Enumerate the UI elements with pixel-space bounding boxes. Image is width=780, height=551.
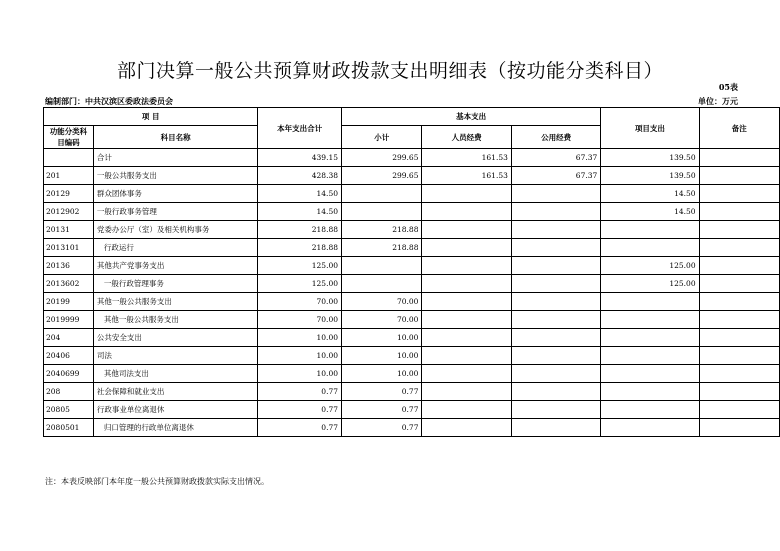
cell-project [601, 239, 699, 257]
cell-personnel [422, 293, 511, 311]
cell-public [511, 347, 600, 365]
cell-project: 125.00 [601, 275, 699, 293]
cell-name: 其他一般公共服务支出 [93, 293, 257, 311]
cell-name: 党委办公厅（室）及相关机构事务 [93, 221, 257, 239]
cell-code: 20129 [44, 185, 94, 203]
cell-name: 司法 [93, 347, 257, 365]
cell-project: 14.50 [601, 185, 699, 203]
cell-remark [699, 203, 779, 221]
cell-public: 67.37 [511, 167, 600, 185]
cell-public [511, 365, 600, 383]
table-row [44, 149, 780, 167]
header-remark: 备注 [699, 108, 779, 149]
cell-subtotal: 299.65 [342, 167, 422, 185]
cell-code: 2012902 [44, 203, 94, 221]
cell-public: 67.37 [511, 149, 600, 167]
header-public: 公用经费 [511, 126, 600, 149]
cell-name: 其他共产党事务支出 [93, 257, 257, 275]
department-label: 编制部门：中共汉滨区委政法委员会 [45, 96, 173, 106]
cell-public [511, 221, 600, 239]
cell-remark [699, 383, 779, 401]
header-subject-name: 科目名称 [93, 126, 257, 149]
cell-public [511, 311, 600, 329]
table-row [44, 365, 780, 383]
cell-personnel [422, 401, 511, 419]
expenditure-table [43, 107, 780, 437]
cell-project: 139.50 [601, 167, 699, 185]
header-item: 项 目 [44, 108, 258, 126]
header-project: 项目支出 [601, 108, 699, 149]
cell-name: 行政事业单位离退休 [93, 401, 257, 419]
cell-remark [699, 275, 779, 293]
cell-name: 一般行政事务管理 [93, 203, 257, 221]
cell-code [44, 149, 94, 167]
cell-code: 208 [44, 383, 94, 401]
cell-project [601, 329, 699, 347]
cell-name: 其他一般公共服务支出 [93, 311, 257, 329]
cell-code: 2080501 [44, 419, 94, 437]
cell-total: 218.88 [258, 239, 342, 257]
cell-project [601, 401, 699, 419]
cell-personnel: 161.53 [422, 149, 511, 167]
cell-project [601, 311, 699, 329]
cell-personnel [422, 239, 511, 257]
cell-public [511, 419, 600, 437]
cell-code: 20406 [44, 347, 94, 365]
cell-personnel [422, 329, 511, 347]
cell-total: 70.00 [258, 293, 342, 311]
cell-project [601, 221, 699, 239]
cell-subtotal: 0.77 [342, 419, 422, 437]
cell-name: 其他司法支出 [93, 365, 257, 383]
cell-personnel: 161.53 [422, 167, 511, 185]
table-row [44, 329, 780, 347]
cell-code: 20199 [44, 293, 94, 311]
cell-project: 14.50 [601, 203, 699, 221]
cell-subtotal [342, 257, 422, 275]
cell-total: 439.15 [258, 149, 342, 167]
cell-code: 20131 [44, 221, 94, 239]
cell-project: 139.50 [601, 149, 699, 167]
unit-label: 单位：万元 [698, 96, 738, 106]
cell-remark [699, 419, 779, 437]
cell-total: 218.88 [258, 221, 342, 239]
cell-personnel [422, 221, 511, 239]
cell-total: 14.50 [258, 203, 342, 221]
cell-remark [699, 167, 779, 185]
cell-subtotal [342, 275, 422, 293]
table-row [44, 185, 780, 203]
cell-remark [699, 293, 779, 311]
table-body [44, 149, 780, 437]
cell-project [601, 383, 699, 401]
table-row [44, 239, 780, 257]
cell-total: 0.77 [258, 419, 342, 437]
page-title: 部门决算一般公共预算财政拨款支出明细表（按功能分类科目） [116, 60, 663, 82]
table-row [44, 257, 780, 275]
cell-name: 一般公共服务支出 [93, 167, 257, 185]
cell-total: 14.50 [258, 185, 342, 203]
cell-subtotal: 10.00 [342, 365, 422, 383]
cell-subtotal [342, 185, 422, 203]
cell-personnel [422, 185, 511, 203]
cell-code: 2013101 [44, 239, 94, 257]
cell-name: 合计 [93, 149, 257, 167]
cell-subtotal: 218.88 [342, 221, 422, 239]
cell-public [511, 383, 600, 401]
cell-subtotal: 0.77 [342, 401, 422, 419]
table-row [44, 203, 780, 221]
cell-personnel [422, 311, 511, 329]
cell-code: 2019999 [44, 311, 94, 329]
cell-project [601, 419, 699, 437]
cell-public [511, 203, 600, 221]
cell-code: 2040699 [44, 365, 94, 383]
header-basic: 基本支出 [342, 108, 601, 126]
cell-subtotal: 10.00 [342, 347, 422, 365]
cell-subtotal [342, 203, 422, 221]
cell-subtotal: 218.88 [342, 239, 422, 257]
cell-subtotal: 0.77 [342, 383, 422, 401]
cell-remark [699, 311, 779, 329]
cell-code: 2013602 [44, 275, 94, 293]
table-row [44, 401, 780, 419]
cell-remark [699, 185, 779, 203]
table-row [44, 221, 780, 239]
cell-public [511, 293, 600, 311]
cell-remark [699, 401, 779, 419]
cell-name: 社会保障和就业支出 [93, 383, 257, 401]
cell-remark [699, 347, 779, 365]
cell-subtotal: 299.65 [342, 149, 422, 167]
cell-total: 125.00 [258, 275, 342, 293]
cell-personnel [422, 419, 511, 437]
cell-remark [699, 329, 779, 347]
cell-code: 201 [44, 167, 94, 185]
cell-project [601, 365, 699, 383]
cell-total: 10.00 [258, 347, 342, 365]
cell-subtotal: 70.00 [342, 311, 422, 329]
cell-name: 归口管理的行政单位离退休 [93, 419, 257, 437]
cell-public [511, 185, 600, 203]
cell-total: 10.00 [258, 365, 342, 383]
table-row [44, 167, 780, 185]
footnote: 注：本表反映部门本年度一般公共预算财政拨款实际支出情况。 [45, 477, 269, 486]
cell-total: 428.38 [258, 167, 342, 185]
cell-remark [699, 365, 779, 383]
cell-personnel [422, 365, 511, 383]
cell-total: 125.00 [258, 257, 342, 275]
cell-remark [699, 257, 779, 275]
cell-code: 20805 [44, 401, 94, 419]
cell-personnel [422, 347, 511, 365]
cell-total: 70.00 [258, 311, 342, 329]
cell-remark [699, 239, 779, 257]
cell-name: 群众团体事务 [93, 185, 257, 203]
cell-subtotal: 10.00 [342, 329, 422, 347]
header-subtotal: 小计 [342, 126, 422, 149]
table-row [44, 383, 780, 401]
table-row [44, 293, 780, 311]
cell-total: 10.00 [258, 329, 342, 347]
cell-remark [699, 149, 779, 167]
cell-name: 公共安全支出 [93, 329, 257, 347]
cell-total: 0.77 [258, 401, 342, 419]
table-row [44, 419, 780, 437]
cell-remark [699, 221, 779, 239]
header-personnel: 人员经费 [422, 126, 511, 149]
header-annual-total: 本年支出合计 [258, 108, 342, 149]
table-row [44, 311, 780, 329]
header-func-code: 功能分类科目编码 [44, 126, 94, 149]
table-number: 05表 [718, 82, 738, 92]
cell-project: 125.00 [601, 257, 699, 275]
cell-public [511, 257, 600, 275]
cell-code: 204 [44, 329, 94, 347]
cell-code: 20136 [44, 257, 94, 275]
cell-personnel [422, 275, 511, 293]
cell-name: 一般行政管理事务 [93, 275, 257, 293]
table-row [44, 347, 780, 365]
cell-project [601, 347, 699, 365]
cell-personnel [422, 383, 511, 401]
cell-public [511, 329, 600, 347]
cell-public [511, 275, 600, 293]
cell-subtotal: 70.00 [342, 293, 422, 311]
cell-personnel [422, 257, 511, 275]
cell-public [511, 239, 600, 257]
cell-personnel [422, 203, 511, 221]
table-row [44, 275, 780, 293]
cell-total: 0.77 [258, 383, 342, 401]
cell-project [601, 293, 699, 311]
cell-public [511, 401, 600, 419]
cell-name: 行政运行 [93, 239, 257, 257]
